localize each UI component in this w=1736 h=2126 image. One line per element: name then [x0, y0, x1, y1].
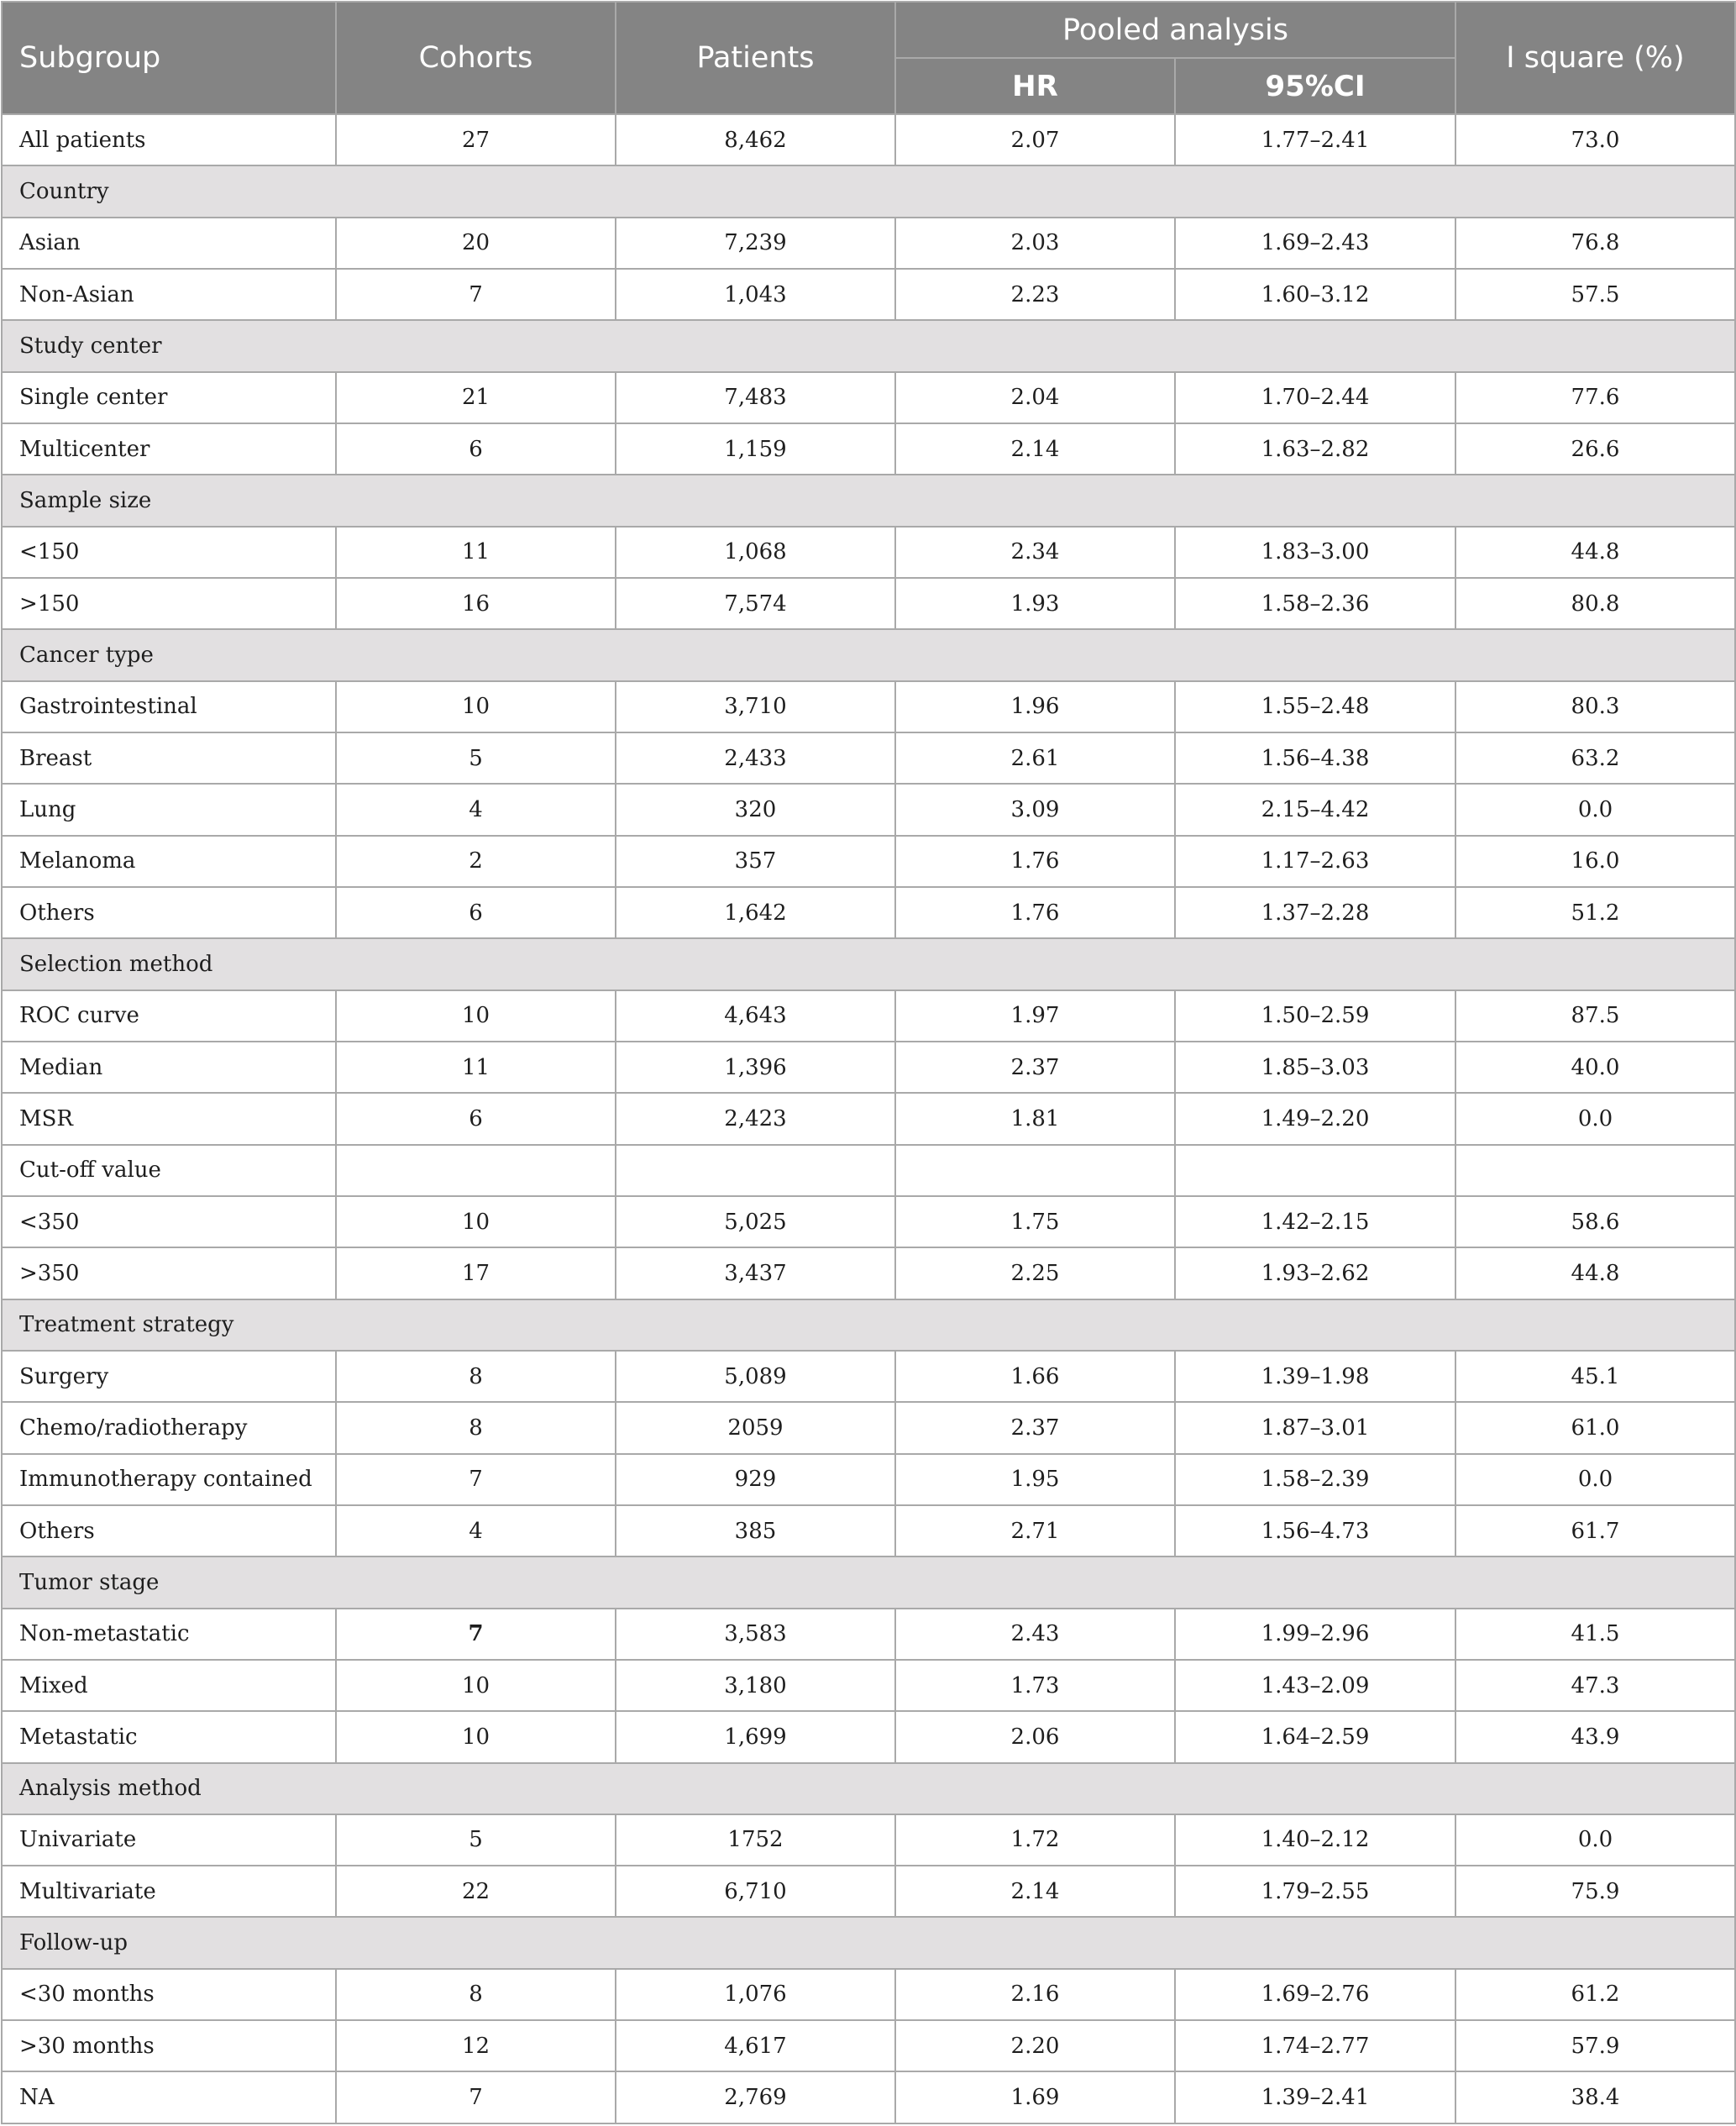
- cohorts-cell: 27: [336, 114, 616, 165]
- ci-cell: 1.39–2.41: [1175, 2071, 1455, 2123]
- group-header-row: [2, 938, 1735, 990]
- group-header-row: [2, 165, 1735, 217]
- hr-cell: 2.20: [895, 2020, 1175, 2071]
- subgroup-cell: Median: [2, 1042, 336, 1093]
- patients-cell: 929: [616, 1454, 895, 1505]
- cohorts-cell: 21: [336, 372, 616, 423]
- patients-cell: 3,437: [616, 1247, 895, 1299]
- hr-cell: 2.61: [895, 732, 1175, 784]
- cohorts-cell: 7: [336, 269, 616, 320]
- table-row: [2, 1145, 1735, 1196]
- subgroup-cell: Gastrointestinal: [2, 681, 336, 732]
- ci-cell: 1.58–2.39: [1175, 1454, 1455, 1505]
- subgroup-cell: Asian: [2, 218, 336, 269]
- i-square-cell: 16.0: [1455, 836, 1735, 887]
- cohorts-cell: 5: [336, 1814, 616, 1866]
- subgroup-cell: All patients: [2, 114, 336, 165]
- patients-cell: 5,025: [616, 1196, 895, 1247]
- ci-cell: 1.79–2.55: [1175, 1866, 1455, 1917]
- table-row: [2, 1660, 1735, 1711]
- subgroup-cell: >150: [2, 578, 336, 629]
- i-square-cell: 73.0: [1455, 114, 1735, 165]
- hr-cell: 1.93: [895, 578, 1175, 629]
- i-square-cell: 61.0: [1455, 1402, 1735, 1453]
- cohorts-cell: [336, 1145, 616, 1196]
- ci-cell: 1.37–2.28: [1175, 887, 1455, 938]
- table-row: [2, 2020, 1735, 2071]
- i-square-cell: 61.7: [1455, 1505, 1735, 1556]
- hr-cell: 3.09: [895, 784, 1175, 835]
- table-row: [2, 423, 1735, 475]
- group-header-row: [2, 629, 1735, 680]
- cohorts-cell: 10: [336, 1660, 616, 1711]
- table-row: [2, 269, 1735, 320]
- hr-cell: 2.14: [895, 1866, 1175, 1917]
- group-label: Follow-up: [2, 1917, 1735, 1968]
- hr-cell: 2.04: [895, 372, 1175, 423]
- hr-cell: 2.37: [895, 1042, 1175, 1093]
- cohorts-cell: 6: [336, 1093, 616, 1144]
- patients-cell: 8,462: [616, 114, 895, 165]
- hr-cell: 2.14: [895, 423, 1175, 475]
- i-square-cell: 0.0: [1455, 1814, 1735, 1866]
- ci-cell: 1.56–4.38: [1175, 732, 1455, 784]
- i-square-cell: 0.0: [1455, 1454, 1735, 1505]
- cohorts-cell: 11: [336, 527, 616, 578]
- patients-cell: 4,617: [616, 2020, 895, 2071]
- cohorts-cell: 8: [336, 1969, 616, 2020]
- cohorts-cell: 11: [336, 1042, 616, 1093]
- cohorts-cell: 20: [336, 218, 616, 269]
- patients-cell: 3,583: [616, 1609, 895, 1660]
- subgroup-cell: <30 months: [2, 1969, 336, 2020]
- subgroup-cell: Metastatic: [2, 1711, 336, 1762]
- header-pooled-analysis: Pooled analysis: [895, 2, 1455, 58]
- i-square-cell: 57.9: [1455, 2020, 1735, 2071]
- i-square-cell: 80.8: [1455, 578, 1735, 629]
- hr-cell: 1.97: [895, 990, 1175, 1042]
- group-label: Analysis method: [2, 1763, 1735, 1814]
- hr-cell: 1.81: [895, 1093, 1175, 1144]
- cohorts-cell: 6: [336, 423, 616, 475]
- subgroup-cell: >30 months: [2, 2020, 336, 2071]
- patients-cell: 7,574: [616, 578, 895, 629]
- table-row: [2, 732, 1735, 784]
- table-row: [2, 1351, 1735, 1402]
- ci-cell: 1.99–2.96: [1175, 1609, 1455, 1660]
- i-square-cell: 41.5: [1455, 1609, 1735, 1660]
- table-row: [2, 1609, 1735, 1660]
- group-label: Country: [2, 165, 1735, 217]
- group-label: Treatment strategy: [2, 1299, 1735, 1351]
- cohorts-cell: 22: [336, 1866, 616, 1917]
- subgroup-cell: Multivariate: [2, 1866, 336, 1917]
- hr-cell: 2.34: [895, 527, 1175, 578]
- table-row: [2, 836, 1735, 887]
- table-row: [2, 218, 1735, 269]
- hr-cell: 1.73: [895, 1660, 1175, 1711]
- subgroup-cell: Chemo/radiotherapy: [2, 1402, 336, 1453]
- subgroup-cell: Lung: [2, 784, 336, 835]
- table-row: [2, 1196, 1735, 1247]
- group-label: Study center: [2, 320, 1735, 371]
- ci-cell: 1.50–2.59: [1175, 990, 1455, 1042]
- table-row: [2, 1454, 1735, 1505]
- table-row: [2, 1093, 1735, 1144]
- group-header-row: [2, 1917, 1735, 1968]
- patients-cell: 7,239: [616, 218, 895, 269]
- subgroup-cell: Cut-off value: [2, 1145, 336, 1196]
- table-row: [2, 578, 1735, 629]
- patients-cell: 4,643: [616, 990, 895, 1042]
- i-square-cell: 75.9: [1455, 1866, 1735, 1917]
- ci-cell: 1.83–3.00: [1175, 527, 1455, 578]
- table-row: [2, 887, 1735, 938]
- cohorts-cell: 7: [336, 1454, 616, 1505]
- group-header-row: [2, 1763, 1735, 1814]
- header-patients: Patients: [616, 2, 895, 114]
- subgroup-cell: Non-Asian: [2, 269, 336, 320]
- i-square-cell: 76.8: [1455, 218, 1735, 269]
- subgroup-cell: >350: [2, 1247, 336, 1299]
- subgroup-cell: Mixed: [2, 1660, 336, 1711]
- group-header-row: [2, 320, 1735, 371]
- patients-cell: 1,159: [616, 423, 895, 475]
- patients-cell: 2,769: [616, 2071, 895, 2123]
- hr-cell: 1.69: [895, 2071, 1175, 2123]
- table-row: [2, 1866, 1735, 1917]
- subgroup-cell: <150: [2, 527, 336, 578]
- i-square-cell: 43.9: [1455, 1711, 1735, 1762]
- hr-cell: 2.37: [895, 1402, 1175, 1453]
- cohorts-cell: 12: [336, 2020, 616, 2071]
- patients-cell: 5,089: [616, 1351, 895, 1402]
- ci-cell: 1.60–3.12: [1175, 269, 1455, 320]
- i-square-cell: 57.5: [1455, 269, 1735, 320]
- subgroup-cell: Single center: [2, 372, 336, 423]
- cohorts-cell: 8: [336, 1351, 616, 1402]
- header-cohorts: Cohorts: [336, 2, 616, 114]
- cohorts-cell: 10: [336, 1711, 616, 1762]
- cohorts-cell: 16: [336, 578, 616, 629]
- ci-cell: 1.43–2.09: [1175, 1660, 1455, 1711]
- ci-cell: 1.49–2.20: [1175, 1093, 1455, 1144]
- patients-cell: 1,043: [616, 269, 895, 320]
- subgroup-cell: Non-metastatic: [2, 1609, 336, 1660]
- ci-cell: 1.69–2.43: [1175, 218, 1455, 269]
- cohorts-cell: 5: [336, 732, 616, 784]
- subgroup-cell: Others: [2, 887, 336, 938]
- subgroup-cell: Immunotherapy contained: [2, 1454, 336, 1505]
- table-row: [2, 1711, 1735, 1762]
- subgroup-cell: Breast: [2, 732, 336, 784]
- cohorts-cell: 7: [336, 2071, 616, 2123]
- ci-cell: [1175, 1145, 1455, 1196]
- table-row: [2, 114, 1735, 165]
- hr-cell: 2.25: [895, 1247, 1175, 1299]
- i-square-cell: 0.0: [1455, 784, 1735, 835]
- subgroup-analysis-table: [1, 1, 1736, 2124]
- group-label: Tumor stage: [2, 1556, 1735, 1608]
- i-square-cell: 47.3: [1455, 1660, 1735, 1711]
- table-row: [2, 1814, 1735, 1866]
- cohorts-cell: 8: [336, 1402, 616, 1453]
- subgroup-cell: MSR: [2, 1093, 336, 1144]
- table-row: [2, 1505, 1735, 1556]
- hr-cell: 1.76: [895, 836, 1175, 887]
- i-square-cell: 80.3: [1455, 681, 1735, 732]
- ci-cell: 1.93–2.62: [1175, 1247, 1455, 1299]
- hr-cell: 1.72: [895, 1814, 1175, 1866]
- i-square-cell: 87.5: [1455, 990, 1735, 1042]
- ci-cell: 1.56–4.73: [1175, 1505, 1455, 1556]
- ci-cell: 1.63–2.82: [1175, 423, 1455, 475]
- table-row: [2, 990, 1735, 1042]
- table-row: [2, 681, 1735, 732]
- i-square-cell: 44.8: [1455, 527, 1735, 578]
- ci-cell: 1.64–2.59: [1175, 1711, 1455, 1762]
- header-i-square: I square (%): [1455, 2, 1735, 114]
- i-square-cell: 0.0: [1455, 1093, 1735, 1144]
- hr-cell: 2.03: [895, 218, 1175, 269]
- ci-cell: 1.55–2.48: [1175, 681, 1455, 732]
- ci-cell: 1.69–2.76: [1175, 1969, 1455, 2020]
- patients-cell: 1,642: [616, 887, 895, 938]
- patients-cell: 2,423: [616, 1093, 895, 1144]
- patients-cell: [616, 1145, 895, 1196]
- subgroup-cell: <350: [2, 1196, 336, 1247]
- ci-cell: 1.40–2.12: [1175, 1814, 1455, 1866]
- patients-cell: 385: [616, 1505, 895, 1556]
- table-row: [2, 372, 1735, 423]
- subgroup-cell: Multicenter: [2, 423, 336, 475]
- subgroup-cell: ROC curve: [2, 990, 336, 1042]
- ci-cell: 1.42–2.15: [1175, 1196, 1455, 1247]
- hr-cell: 1.96: [895, 681, 1175, 732]
- header-hr: HR: [895, 58, 1175, 114]
- hr-cell: 2.06: [895, 1711, 1175, 1762]
- i-square-cell: [1455, 1145, 1735, 1196]
- ci-cell: 1.77–2.41: [1175, 114, 1455, 165]
- patients-cell: 1752: [616, 1814, 895, 1866]
- i-square-cell: 40.0: [1455, 1042, 1735, 1093]
- patients-cell: 1,076: [616, 1969, 895, 2020]
- i-square-cell: 45.1: [1455, 1351, 1735, 1402]
- table-row: [2, 1969, 1735, 2020]
- subgroup-cell: Surgery: [2, 1351, 336, 1402]
- patients-cell: 1,396: [616, 1042, 895, 1093]
- cohorts-cell: 2: [336, 836, 616, 887]
- group-label: Selection method: [2, 938, 1735, 990]
- hr-cell: 2.16: [895, 1969, 1175, 2020]
- header-subgroup: Subgroup: [2, 2, 336, 114]
- patients-cell: 320: [616, 784, 895, 835]
- table-row: [2, 527, 1735, 578]
- table-row: [2, 1042, 1735, 1093]
- group-header-row: [2, 475, 1735, 526]
- i-square-cell: 51.2: [1455, 887, 1735, 938]
- ci-cell: 2.15–4.42: [1175, 784, 1455, 835]
- group-header-row: [2, 1299, 1735, 1351]
- hr-cell: 1.75: [895, 1196, 1175, 1247]
- subgroup-cell: NA: [2, 2071, 336, 2123]
- patients-cell: 2059: [616, 1402, 895, 1453]
- hr-cell: 1.66: [895, 1351, 1175, 1402]
- cohorts-cell: 7: [336, 1609, 616, 1660]
- group-label: Sample size: [2, 475, 1735, 526]
- ci-cell: 1.70–2.44: [1175, 372, 1455, 423]
- hr-cell: 2.23: [895, 269, 1175, 320]
- table-row: [2, 784, 1735, 835]
- i-square-cell: 77.6: [1455, 372, 1735, 423]
- ci-cell: 1.39–1.98: [1175, 1351, 1455, 1402]
- group-header-row: [2, 1556, 1735, 1608]
- cohorts-cell: 10: [336, 990, 616, 1042]
- hr-cell: 1.76: [895, 887, 1175, 938]
- patients-cell: 1,699: [616, 1711, 895, 1762]
- i-square-cell: 26.6: [1455, 423, 1735, 475]
- table-row: [2, 2071, 1735, 2123]
- subgroup-cell: Others: [2, 1505, 336, 1556]
- i-square-cell: 63.2: [1455, 732, 1735, 784]
- ci-cell: 1.87–3.01: [1175, 1402, 1455, 1453]
- hr-cell: 2.07: [895, 114, 1175, 165]
- subgroup-cell: Univariate: [2, 1814, 336, 1866]
- cohorts-cell: 10: [336, 681, 616, 732]
- patients-cell: 3,180: [616, 1660, 895, 1711]
- subgroup-cell: Melanoma: [2, 836, 336, 887]
- patients-cell: 1,068: [616, 527, 895, 578]
- table-body: [2, 114, 1735, 2123]
- table-row: [2, 1247, 1735, 1299]
- hr-cell: 2.43: [895, 1609, 1175, 1660]
- i-square-cell: 44.8: [1455, 1247, 1735, 1299]
- hr-cell: [895, 1145, 1175, 1196]
- cohorts-cell: 10: [336, 1196, 616, 1247]
- i-square-cell: 38.4: [1455, 2071, 1735, 2123]
- table-header: [2, 2, 1735, 114]
- cohorts-cell: 17: [336, 1247, 616, 1299]
- hr-cell: 2.71: [895, 1505, 1175, 1556]
- ci-cell: 1.85–3.03: [1175, 1042, 1455, 1093]
- ci-cell: 1.74–2.77: [1175, 2020, 1455, 2071]
- patients-cell: 357: [616, 836, 895, 887]
- header-95ci: 95%CI: [1175, 58, 1455, 114]
- ci-cell: 1.17–2.63: [1175, 836, 1455, 887]
- hr-cell: 1.95: [895, 1454, 1175, 1505]
- patients-cell: 7,483: [616, 372, 895, 423]
- cohorts-cell: 6: [336, 887, 616, 938]
- ci-cell: 1.58–2.36: [1175, 578, 1455, 629]
- patients-cell: 2,433: [616, 732, 895, 784]
- table-row: [2, 1402, 1735, 1453]
- cohorts-cell: 4: [336, 1505, 616, 1556]
- i-square-cell: 58.6: [1455, 1196, 1735, 1247]
- cohorts-cell: 4: [336, 784, 616, 835]
- patients-cell: 3,710: [616, 681, 895, 732]
- group-label: Cancer type: [2, 629, 1735, 680]
- patients-cell: 6,710: [616, 1866, 895, 1917]
- i-square-cell: 61.2: [1455, 1969, 1735, 2020]
